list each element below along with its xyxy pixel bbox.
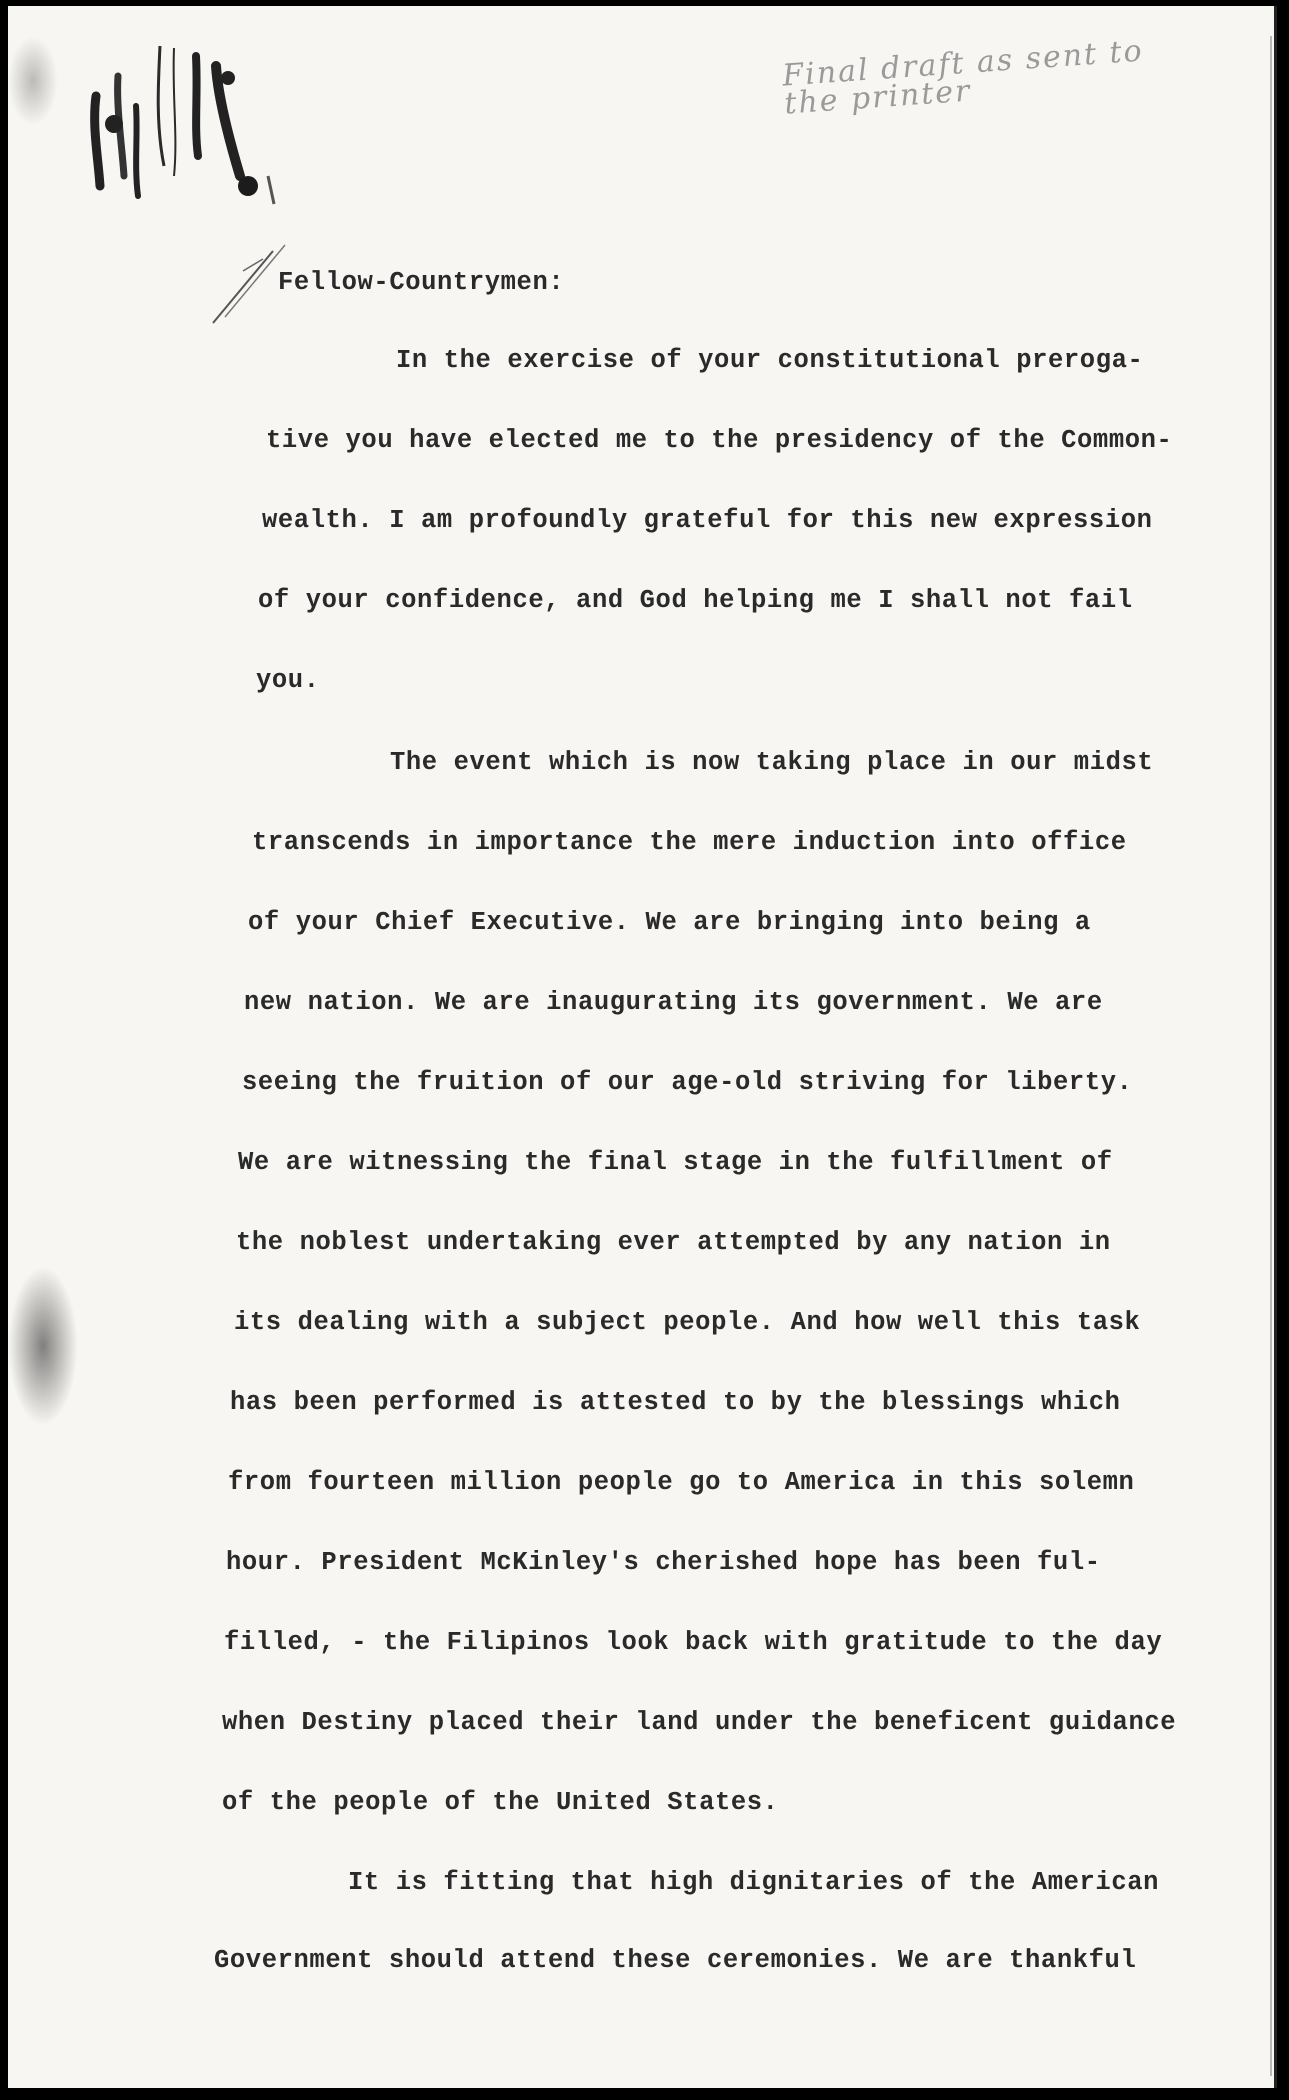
body-line: the noblest undertaking ever attempted by any nation in	[236, 1228, 1111, 1257]
body-line: from fourteen million people go to America in this solemn	[228, 1468, 1135, 1497]
handwritten-annotation: Final draft as sent to the printer	[781, 33, 1145, 122]
body-line: The event which is now taking place in our midst	[390, 748, 1154, 777]
body-line: tive you have elected me to the presidency of the Common-	[266, 426, 1173, 455]
body-line: of your Chief Executive. We are bringing into being a	[248, 908, 1091, 937]
body-line: In the exercise of your constitutional preroga-	[396, 346, 1144, 375]
body-line: when Destiny placed their land under the beneficent guidance	[222, 1708, 1177, 1737]
smudge-left	[8, 1266, 78, 1426]
body-line: transcends in importance the mere induction into office	[252, 828, 1127, 857]
body-line: It is fitting that high dignitaries of the American	[348, 1868, 1160, 1897]
body-line: We are witnessing the final stage in the fulfillment of	[238, 1148, 1113, 1177]
body-line: of the people of the United States.	[222, 1788, 779, 1817]
body-line: has been performed is attested to by the blessings which	[230, 1388, 1121, 1417]
body-line: wealth. I am profoundly grateful for this new expression	[262, 506, 1153, 535]
salutation: Fellow-Countrymen:	[278, 268, 565, 297]
document-page	[8, 6, 1277, 2088]
body-line: you.	[256, 666, 320, 695]
body-line: Government should attend these ceremonies. We are thankful	[214, 1946, 1137, 1975]
body-line: seeing the fruition of our age-old striving for liberty.	[242, 1068, 1133, 1097]
smudge-left-upper	[8, 36, 58, 126]
body-line: filled, - the Filipinos look back with gratitude to the day	[224, 1628, 1163, 1657]
page-edge-shadow	[1270, 36, 1272, 2076]
ink-marks	[78, 36, 338, 216]
body-line: of your confidence, and God helping me I shall not fail	[258, 586, 1133, 615]
body-line: new nation. We are inaugurating its government. We are	[244, 988, 1103, 1017]
body-line: its dealing with a subject people. And how well this task	[234, 1308, 1141, 1337]
body-line: hour. President McKinley's cherished hope has been ful-	[226, 1548, 1101, 1577]
